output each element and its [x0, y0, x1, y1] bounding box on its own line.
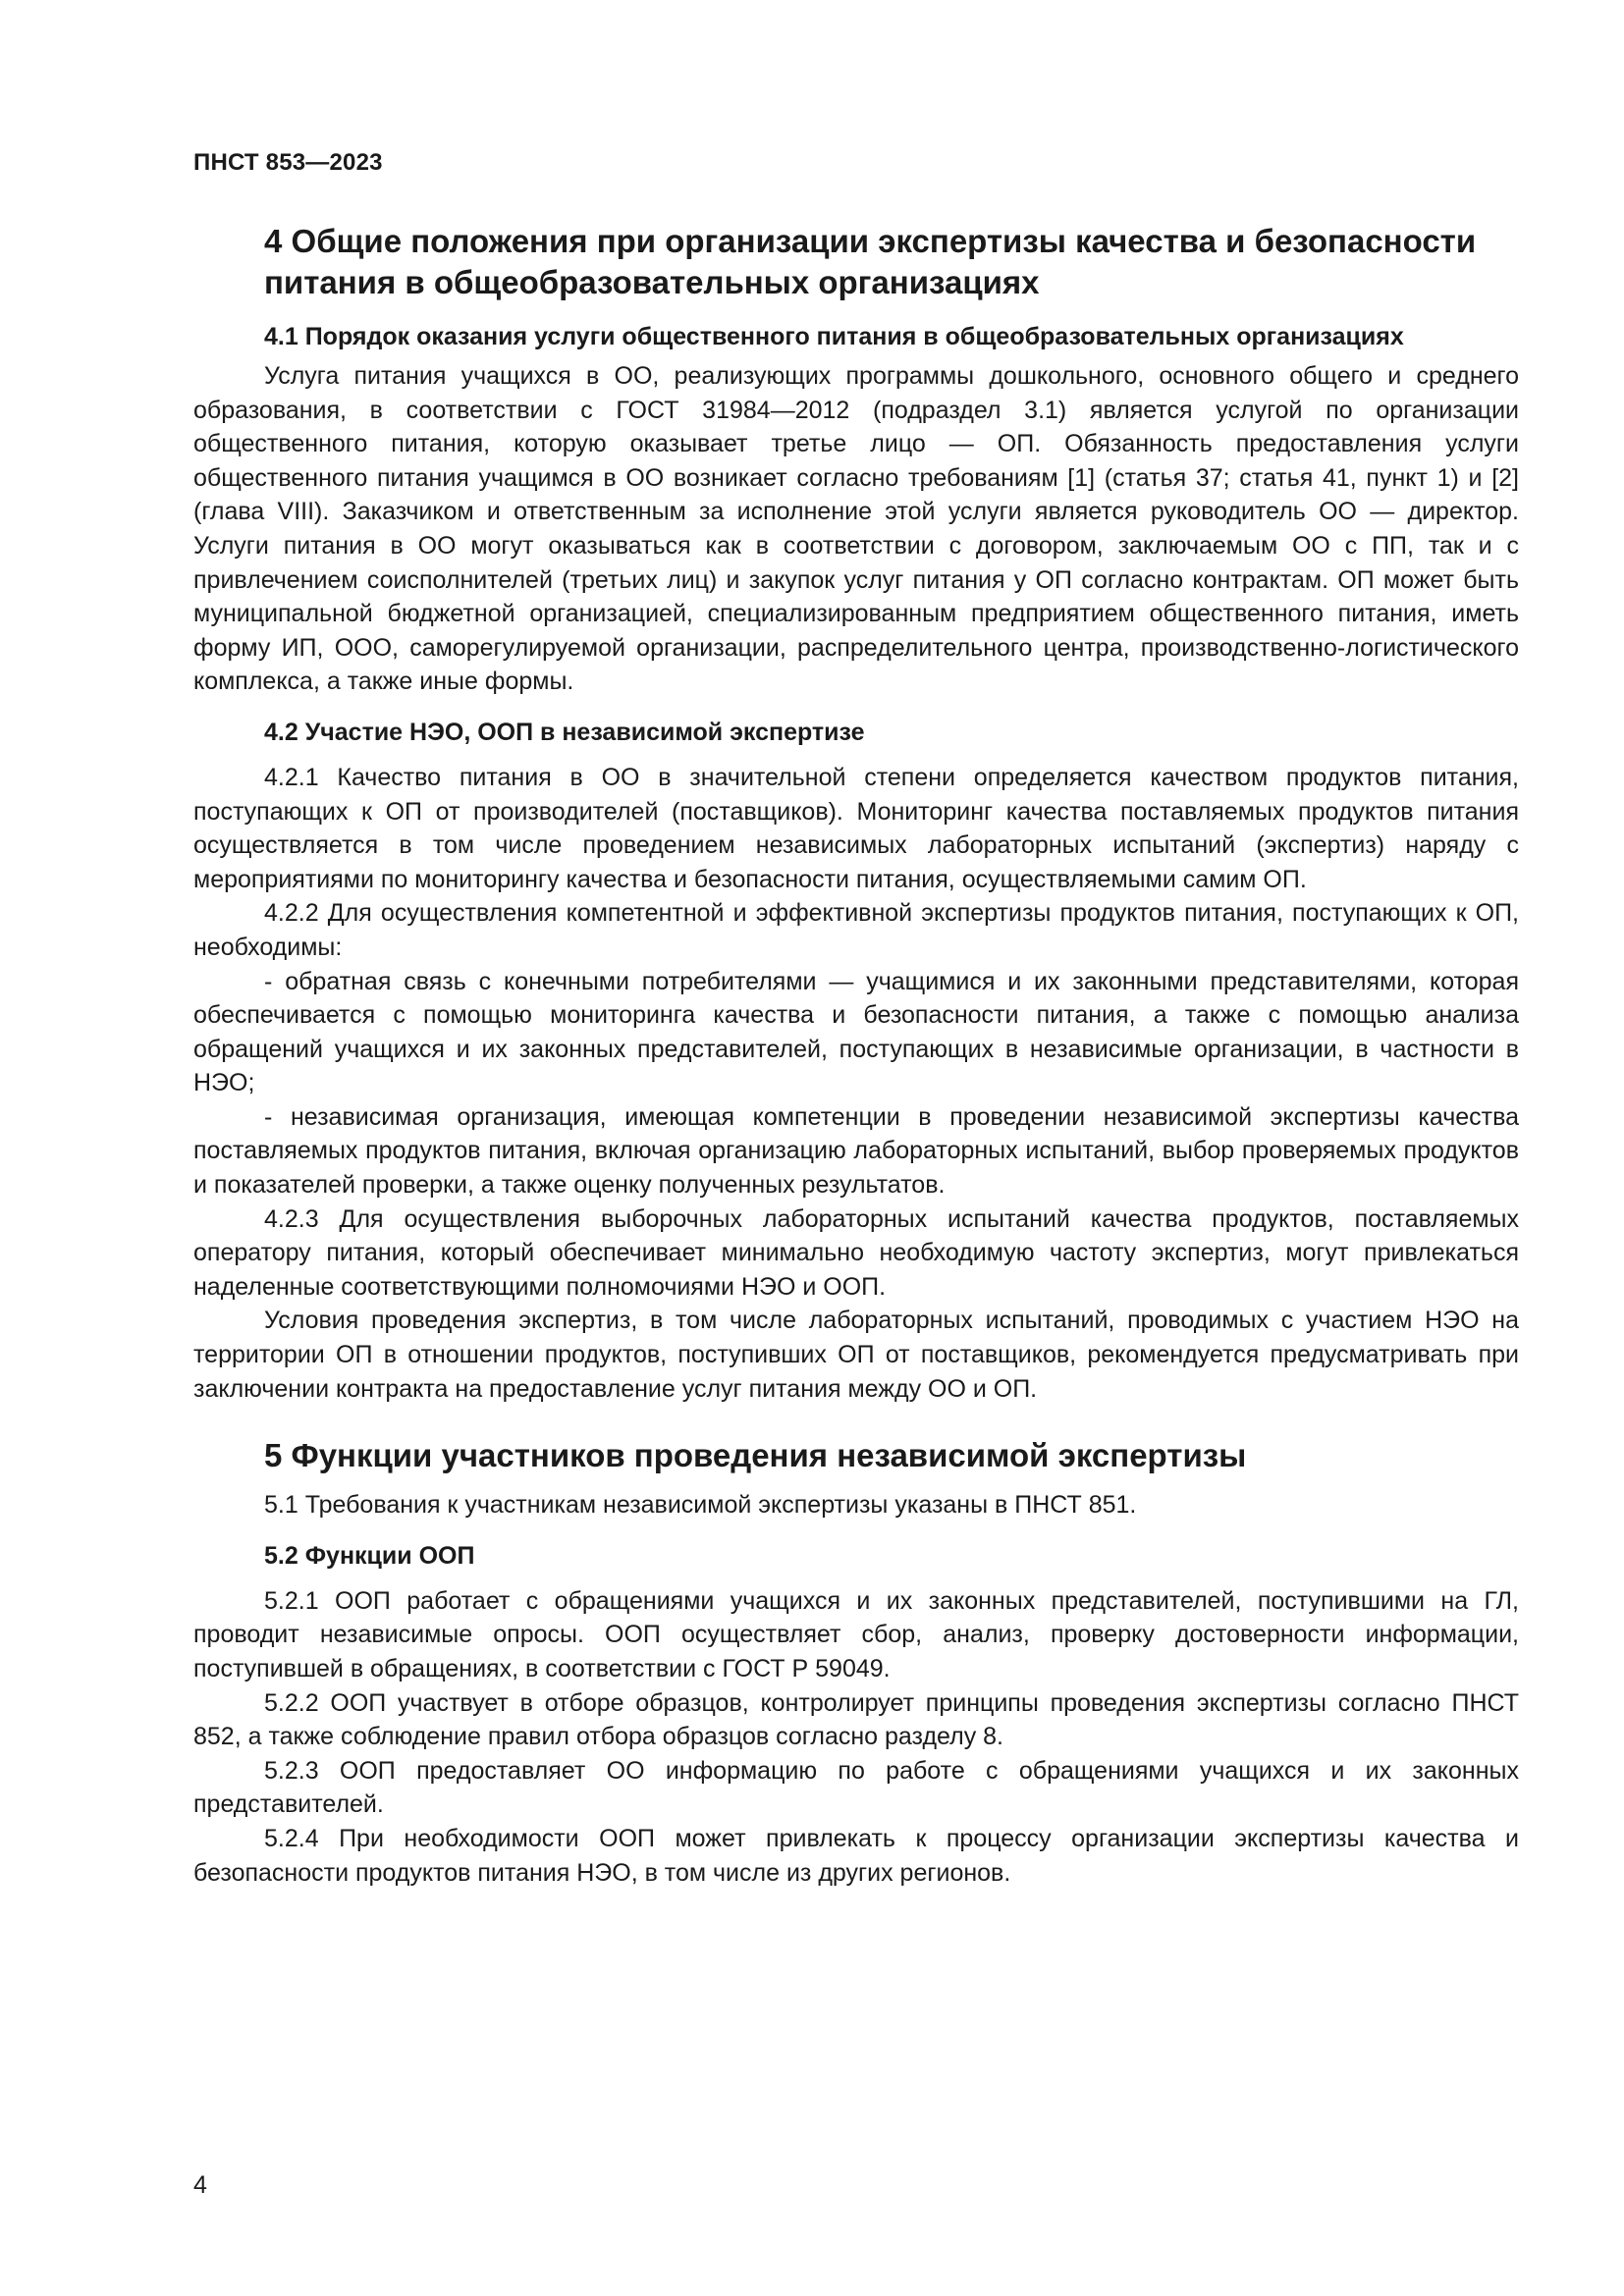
- section-4-title: 4 Общие положения при организации экспертизы качества и безопасности питания в общеобразовательных организациях: [264, 223, 1477, 300]
- section-5-title: 5 Функции участников проведения независимой экспертизы: [264, 1437, 1247, 1474]
- subsection-4-2-title: 4.2 Участие НЭО, ООП в независимой экспертизе: [264, 718, 865, 746]
- paragraph-5-2-2: 5.2.2 ООП участвует в отборе образцов, контролирует принципы проведения экспертизы согласно ПНСТ 852, а также соблюдение правил отбора образцов согласно разделу 8.: [193, 1688, 1519, 1751]
- page-number: 4: [193, 2171, 207, 2199]
- paragraph-conditions: Условия проведения экспертиз, в том числе лабораторных испытаний, проводимых с участием НЭО на территории ОП в отношении продуктов, поступивших ОП от поставщиков, рекомендуется предусматривать при заключении контракта на предоставление услуг питания между ОО и ОП.: [193, 1307, 1519, 1403]
- paragraph-4-2-2: 4.2.2 Для осуществления компетентной и эффективной экспертизы продуктов питания, поступающих к ОП, необходимы:: [193, 899, 1519, 961]
- paragraph-4-2-3: 4.2.3 Для осуществления выборочных лабораторных испытаний качества продуктов, поставляемых оператору питания, который обеспечивает минимально необходимую частоту экспертиз, могут привлекаться наделенные соответствующими полномочиями НЭО и ООП.: [193, 1204, 1519, 1301]
- paragraph-4-1: Услуга питания учащихся в ОО, реализующих программы дошкольного, основного общего и среднего образования, в соответствии с ГОСТ 31984—2012 (подраздел 3.1) является услугой по организации общественного питания, которую оказывает третье лицо — ОП. Обязанность предоставления услуги общественного питания учащимся в ОО возникает согласно требованиям [1] (статья 37; статья 41, пункт 1) и [2] (глава VIII). Заказчиком и ответственным за исполнение этой услуги является руководитель ОО — директор. Услуги питания в ОО могут оказываться как в соответствии с договором, заключаемым ОО с ПП, так и с привлечением соисполнителей (третьих лиц) и закупок услуг питания у ОП согласно контрактам. ОП может быть муниципальной бюджетной организацией, специализированным предприятием общественного питания, иметь форму ИП, ООО, саморегулируемой организации, распределительного центра, производственно-логистического комплекса, а также иные формы.: [193, 362, 1519, 696]
- subsection-4-1-title: 4.1 Порядок оказания услуги общественного питания в общеобразовательных организациях: [264, 323, 1404, 350]
- paragraph-5-2-3: 5.2.3 ООП предоставляет ОО информацию по работе с обращениями учащихся и их законных представителей.: [193, 1756, 1519, 1819]
- document-code: ПНСТ 853—2023: [193, 149, 383, 176]
- paragraph-4-2-1: 4.2.1 Качество питания в ОО в значительной степени определяется качеством продуктов питания, поступающих к ОП от производителей (поставщиков). Мониторинг качества поставляемых продуктов питания осуществляется в том числе проведением независимых лабораторных испытаний (экспертиз) наряду с мероприятиями по мониторингу качества и безопасности питания, осуществляемыми самим ОП.: [193, 763, 1519, 893]
- list-item-independent-organization: - независимая организация, имеющая компетенции в проведении независимой экспертизы качества поставляемых продуктов питания, включая организацию лабораторных испытаний, выбор проверяемых продуктов и показателей проверки, а также оценку полученных результатов.: [193, 1102, 1519, 1200]
- paragraph-5-1: 5.1 Требования к участникам независимой экспертизы указаны в ПНСТ 851.: [264, 1491, 1137, 1520]
- page-content: [193, 221, 1519, 1890]
- paragraph-5-2-4: 5.2.4 При необходимости ООП может привлекать к процессу организации экспертизы качества и безопасности продуктов питания НЭО, в том числе из других регионов.: [193, 1824, 1519, 1887]
- subsection-5-2-title: 5.2 Функции ООП: [264, 1541, 475, 1570]
- paragraph-5-2-1: 5.2.1 ООП работает с обращениями учащихся и их законных представителей, поступившими на ГЛ, проводит независимые опросы. ООП осуществляет сбор, анализ, проверку достоверности информации, поступившей в обращениях, в соответствии с ГОСТ Р 59049.: [193, 1586, 1519, 1682]
- list-item-feedback: - обратная связь с конечными потребителями — учащимися и их законными представителями, которая обеспечивается с помощью мониторинга качества и безопасности питания, а также с помощью анализа обращений учащихся и их законных представителей, поступающих в независимые организации, в частности в НЭО;: [193, 967, 1519, 1097]
